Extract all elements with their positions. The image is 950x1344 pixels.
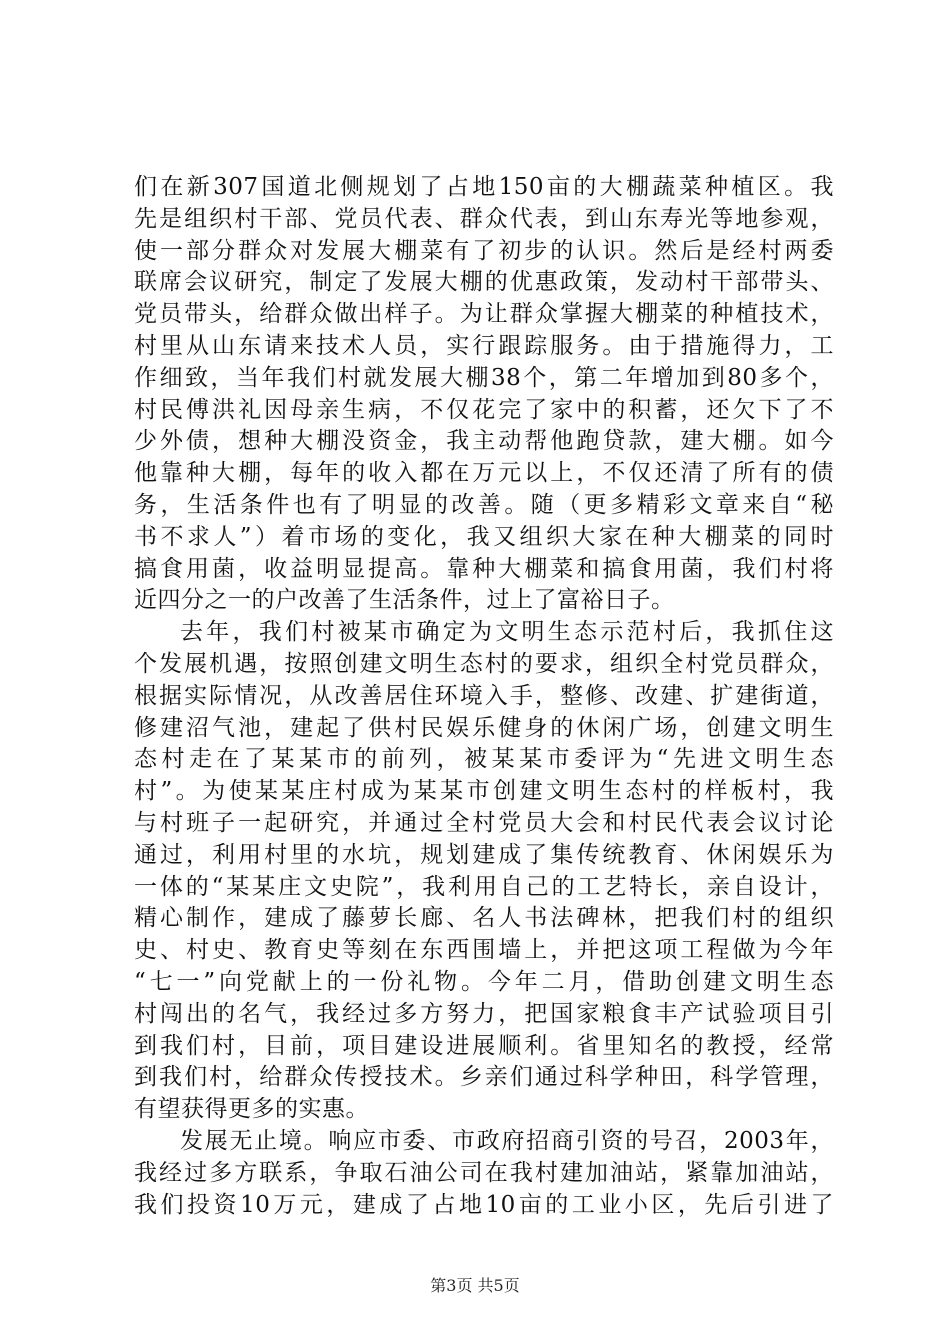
- text-line: 有望获得更多的实惠。: [134, 1096, 369, 1123]
- text-line: 我经过多方联系，争取石油公司在我村建加油站，紧靠加油站，: [134, 1159, 834, 1186]
- text-line: 发展无止境。响应市委、市政府招商引资的号召，2003年，: [180, 1127, 834, 1154]
- document-body: [134, 172, 834, 1221]
- text-line: 村闯出的名气，我经过多方努力，把国家粮食丰产试验项目引: [134, 1000, 834, 1027]
- text-line: 他靠种大棚，每年的收入都在万元以上，不仅还清了所有的债: [134, 460, 834, 487]
- text-line: 一体的“某某庄文史院”，我利用自己的工艺特长，亲自设计，: [134, 873, 834, 900]
- text-line: 通过，利用村里的水坑，规划建成了集传统教育、休闲娱乐为: [134, 841, 834, 868]
- text-line: 与村班子一起研究，并通过全村党员大会和村民代表会议讨论: [134, 809, 834, 836]
- text-line: “七一”向党献上的一份礼物。今年二月，借助创建文明生态: [134, 968, 834, 995]
- text-line: 近四分之一的户改善了生活条件，过上了富裕日子。: [134, 587, 675, 614]
- text-line: 搞食用菌，收益明显提高。靠种大棚菜和搞食用菌，我们村将: [134, 555, 834, 582]
- text-line: 书不求人”）着市场的变化，我又组织大家在种大棚菜的同时: [134, 523, 834, 550]
- text-line: 到我们村，目前，项目建设进展顺利。省里知名的教授，经常: [134, 1032, 834, 1059]
- text-line: 个发展机遇，按照创建文明生态村的要求，组织全村党员群众，: [134, 650, 834, 677]
- text-line: 史、村史、教育史等刻在东西围墙上，并把这项工程做为今年: [134, 937, 834, 964]
- text-line: 去年，我们村被某市确定为文明生态示范村后，我抓住这: [180, 619, 834, 646]
- text-line: 村民傅洪礼因母亲生病，不仅花完了家中的积蓄，还欠下了不: [134, 396, 834, 423]
- text-line: 联席会议研究，制定了发展大棚的优惠政策，发动村干部带头、: [134, 269, 834, 296]
- text-line: 村”。为使某某庄村成为某某市创建文明生态村的样板村，我: [134, 778, 834, 805]
- text-line: 态村走在了某某市的前列，被某某市委评为“先进文明生态: [134, 746, 834, 773]
- text-line: 们在新307国道北侧规划了占地150亩的大棚蔬菜种植区。我: [134, 174, 834, 200]
- text-line: 先是组织村干部、党员代表、群众代表，到山东寿光等地参观，: [134, 205, 834, 232]
- text-line: 精心制作，建成了藤萝长廊、名人书法碑林，把我们村的组织: [134, 905, 834, 932]
- page-footer: 第3页 共5页: [430, 1276, 520, 1295]
- text-line: 村里从山东请来技术人员，实行跟踪服务。由于措施得力，工: [134, 332, 834, 359]
- text-line: 党员带头，给群众做出样子。为让群众掌握大棚菜的种植技术，: [134, 301, 834, 328]
- text-line: 少外债，想种大棚没资金，我主动帮他跑贷款，建大棚。如今: [134, 428, 834, 455]
- text-line: 使一部分群众对发展大棚菜有了初步的认识。然后是经村两委: [134, 237, 834, 264]
- text-line: 修建沼气池，建起了供村民娱乐健身的休闲广场，创建文明生: [134, 714, 834, 741]
- text-line: 到我们村，给群众传授技术。乡亲们通过科学种田，科学管理，: [134, 1064, 834, 1091]
- text-line: 根据实际情况，从改善居住环境入手，整修、改建、扩建街道，: [134, 682, 834, 709]
- text-line: 作细致，当年我们村就发展大棚38个，第二年增加到80多个，: [134, 364, 834, 391]
- text-line: 务，生活条件也有了明显的改善。随（更多精彩文章来自“秘: [134, 491, 834, 518]
- text-line: 我们投资10万元，建成了占地10亩的工业小区，先后引进了: [134, 1191, 834, 1218]
